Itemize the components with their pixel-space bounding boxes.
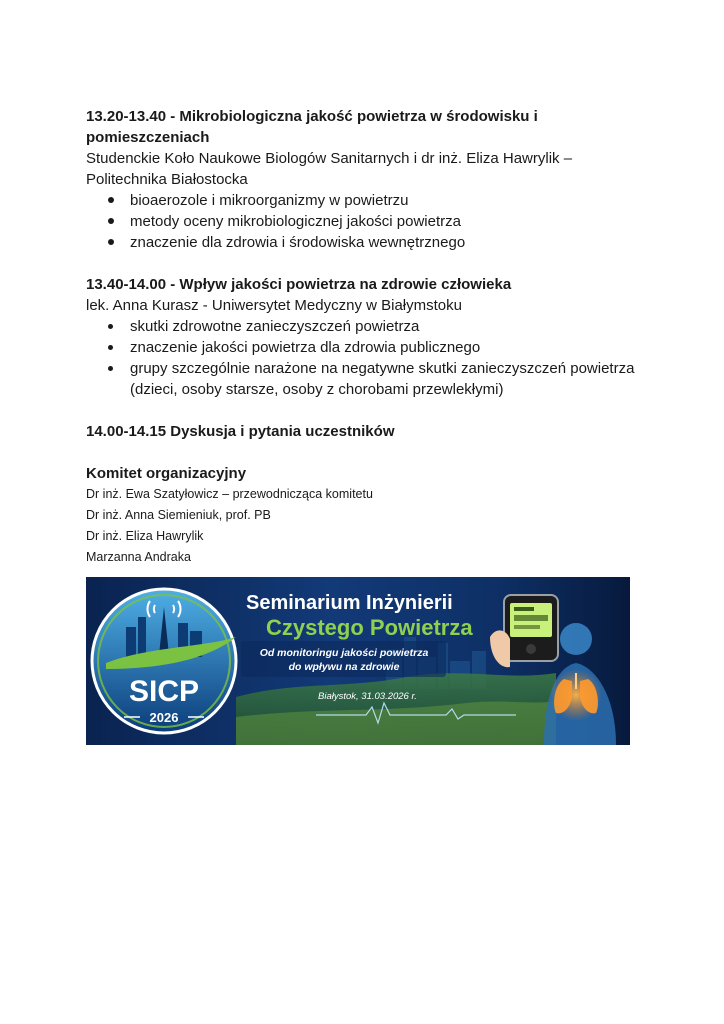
session-2-speaker: lek. Anna Kurasz - Uniwersytet Medyczny w Białymstoku — [86, 297, 462, 314]
list-item: bioaerozole i mikroorganizmy w powietrzu — [130, 190, 646, 211]
banner-place-date: Białystok, 31.03.2026 r. — [318, 691, 417, 702]
seminar-banner — [86, 577, 630, 745]
banner-subtitle-line2: do wpływu na zdrowie — [288, 661, 400, 673]
committee-member: Dr inż. Anna Siemieniuk, prof. PB — [86, 508, 271, 522]
committee-member: Dr inż. Eliza Hawrylik — [86, 529, 204, 543]
banner-title-line2: Czystego Powietrza — [266, 615, 473, 640]
committee-member: Dr inż. Ewa Szatyłowicz – przewodnicząca komitetu — [86, 487, 373, 501]
banner-title-line1: Seminarium Inżynierii — [246, 592, 453, 614]
session-1-title: 13.20-13.40 - Mikrobiologiczna jakość powietrza w środowisku i pomieszczeniach — [86, 108, 538, 146]
committee-member: Marzanna Andraka — [86, 550, 191, 564]
list-item: znaczenie dla zdrowia i środowiska wewnętrznego — [130, 232, 646, 253]
list-item: skutki zdrowotne zanieczyszczeń powietrza — [130, 316, 646, 337]
banner-graphic — [86, 577, 630, 745]
list-item: grupy szczególnie narażone na negatywne skutki zanieczyszczeń powietrza (dzieci, osoby starsze, osoby z chorobami przewlekłymi) — [130, 358, 646, 400]
session-2-topics — [86, 316, 646, 400]
discussion-heading: 14.00-14.15 Dyskusja i pytania uczestników — [86, 423, 395, 440]
session-1-speaker: Studenckie Koło Naukowe Biologów Sanitarnych i dr inż. Eliza Hawrylik – Politechnika Białostocka — [86, 150, 573, 188]
program-content — [86, 106, 646, 568]
banner-subtitle-line1: Od monitoringu jakości powietrza — [259, 647, 429, 659]
session-1 — [86, 106, 646, 253]
committee-title: Komitet organizacyjny — [86, 465, 247, 482]
list-item: znaczenie jakości powietrza dla zdrowia publicznego — [130, 337, 646, 358]
session-2 — [86, 274, 646, 400]
session-1-topics — [86, 190, 646, 253]
logo-year: 2026 — [149, 710, 179, 725]
organizing-committee — [86, 463, 646, 568]
session-2-title: 13.40-14.00 - Wpływ jakości powietrza na zdrowie człowieka — [86, 276, 512, 293]
logo-text: SICP — [128, 675, 200, 708]
list-item: metody oceny mikrobiologicznej jakości powietrza — [130, 211, 646, 232]
